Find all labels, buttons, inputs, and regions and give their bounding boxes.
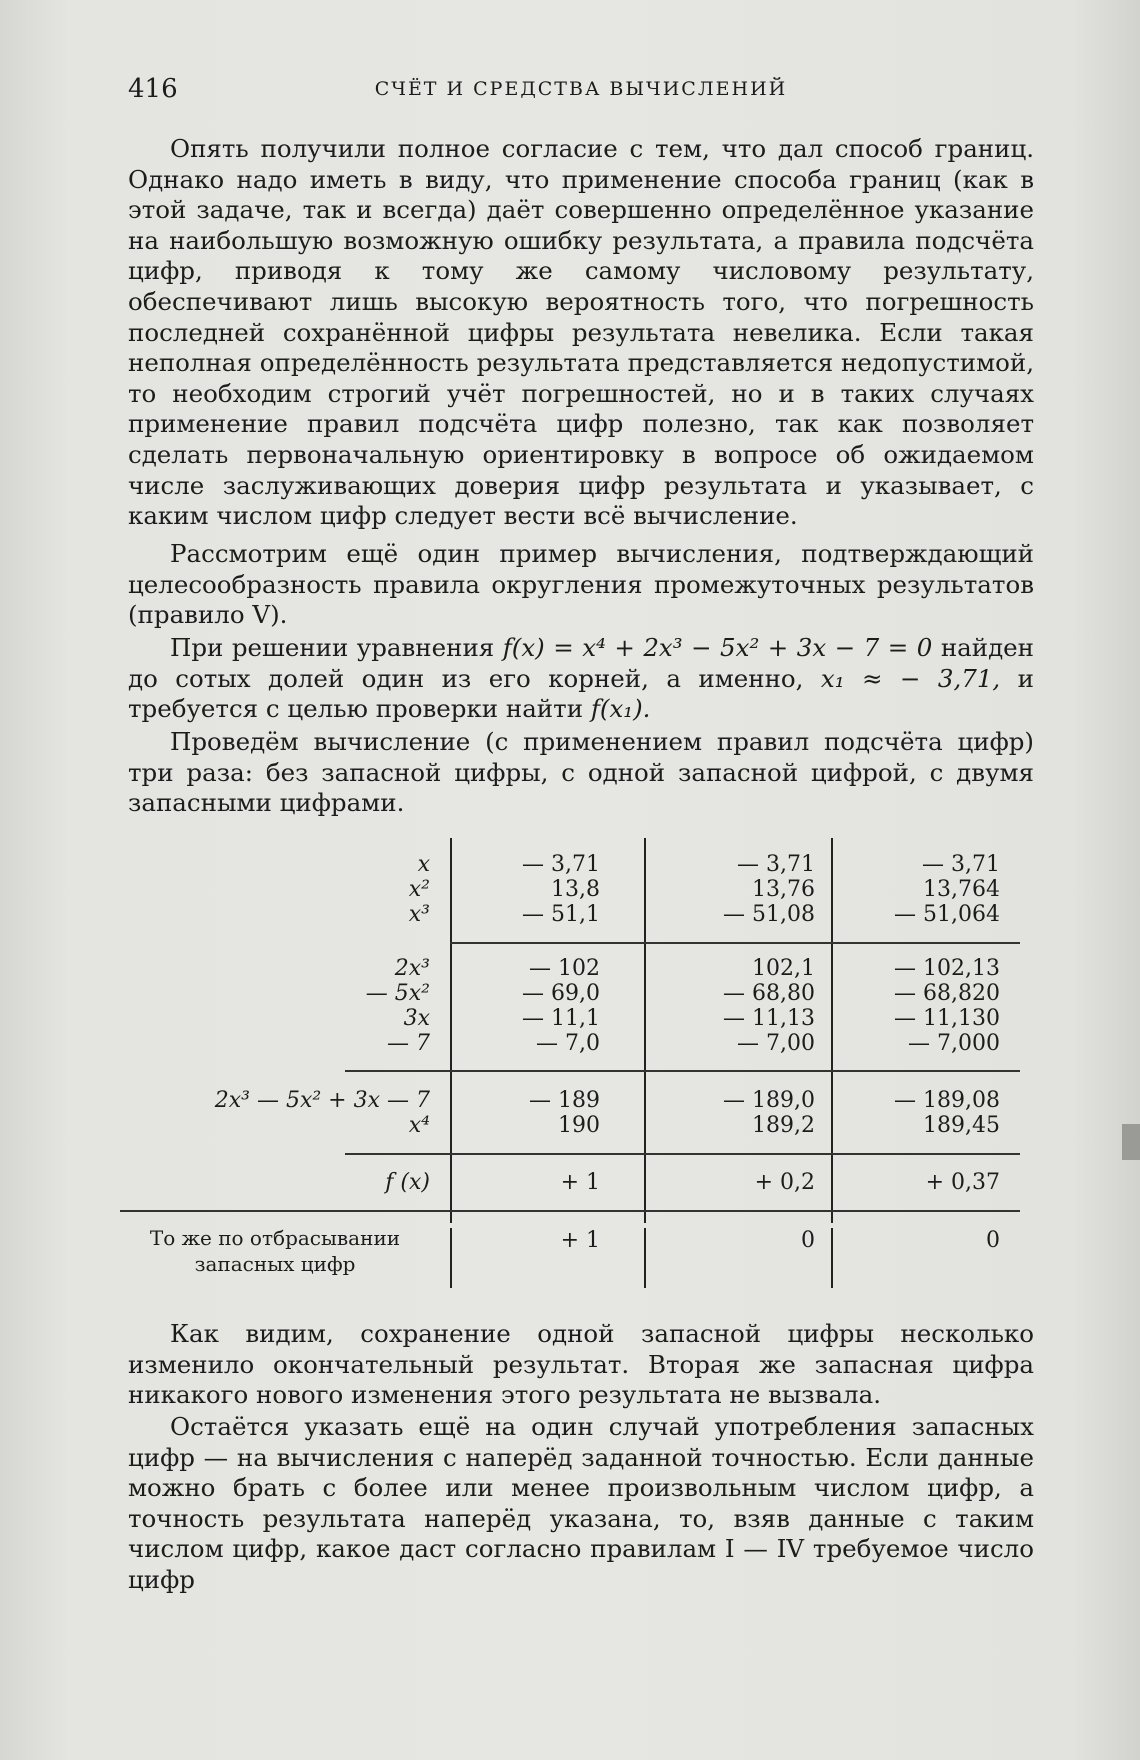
- cell-value: — 68,820: [894, 981, 1000, 1006]
- paragraph-text: [128, 633, 1034, 725]
- cell-value: 13,76: [752, 877, 815, 902]
- cell-value: + 1: [560, 1170, 600, 1195]
- text-run: При решении уравнения: [170, 633, 495, 662]
- text-run: и требуется с целью проверки найти: [128, 663, 1034, 724]
- computation-table: [120, 838, 1020, 1298]
- paragraph-5: [128, 1319, 1034, 1411]
- paragraph-text: Остаётся указать ещё на один случай употребления запасных цифр — на вычисления с наперёд заданной точностью. Если данные можно брать с более или менее произвольным числом цифр, а точность результата наперёд указана, то, взяв данные с таким числом цифр, какое даст согласно правилам I — IV требуемое число цифр: [128, 1412, 1034, 1594]
- cell-value: — 189: [529, 1088, 600, 1113]
- cell-value: — 11,13: [723, 1006, 815, 1031]
- equation: f(x) = x⁴ + 2x³ − 5x² + 3x − 7 = 0: [502, 633, 933, 662]
- column-divider: [644, 1228, 646, 1288]
- page-header: [128, 74, 1034, 114]
- cell-value: 0: [986, 1228, 1000, 1253]
- cell-value: + 1: [560, 1228, 600, 1253]
- column-divider: [831, 838, 833, 1223]
- cell-value: 189,2: [752, 1113, 815, 1138]
- column-divider: [831, 1228, 833, 1288]
- group-separator: [120, 1210, 1020, 1212]
- row-label: — 7: [387, 1031, 430, 1056]
- cell-value: — 3,71: [922, 852, 1000, 877]
- paragraph-2: [128, 539, 1034, 631]
- cell-value: — 51,1: [522, 902, 600, 927]
- row-label: 3x: [403, 1006, 430, 1031]
- group-separator: [450, 942, 1020, 944]
- cell-value: 190: [558, 1113, 600, 1138]
- cell-value: — 11,1: [522, 1006, 600, 1031]
- paragraph-4: [128, 727, 1034, 819]
- cell-value: + 0,37: [925, 1170, 1000, 1195]
- cell-value: — 7,00: [737, 1031, 815, 1056]
- paragraph-text: Опять получили полное согласие с тем, что дал способ границ. Однако надо иметь в виду, что применение способа границ (как в этой задаче, так и всегда) даёт совершенно определённое указание на наибольшую возможную ошибку результата, а правила подсчёта цифр, приводя к тому же самому числовому результату, обеспечивают лишь высокую вероятность того, что погрешность последней сохранённой цифры результата невелика. Если такая неполная определённость результата представляется недопустимой, то необходим строгий учёт погрешностей, но и в таких случаях применение правил подсчёта цифр полезно, так как позволяет сделать первоначальную ориентировку в вопросе об ожидаемом числе заслуживающих доверия цифр результата и указывает, с каким числом цифр следует вести всё вычисление.: [128, 134, 1034, 531]
- fx-label: f (x): [385, 1170, 430, 1195]
- row-label: — 5x²: [365, 981, 430, 1006]
- cell-value: 189,45: [923, 1113, 1000, 1138]
- row-label: 2x³ — 5x² + 3x — 7: [214, 1088, 430, 1113]
- cell-value: — 68,80: [723, 981, 815, 1006]
- row-label: x³: [408, 902, 430, 927]
- paragraph-text: Проведём вычисление (с применением правил подсчёта цифр) три раза: без запасной цифры, с одной запасной цифрой, с двумя запасными цифрами.: [128, 727, 1034, 818]
- paragraph-3: [128, 633, 1034, 725]
- group-separator: [345, 1070, 1020, 1072]
- cell-value: — 11,130: [894, 1006, 1000, 1031]
- paragraph-text: Как видим, сохранение одной запасной цифры несколько изменило окончательный результат. Вторая же запасная цифра никакого нового изменения этого результата не вызвала.: [128, 1319, 1034, 1410]
- running-title: СЧЁТ И СРЕДСТВА ВЫЧИСЛЕНИЙ: [374, 78, 788, 100]
- cell-value: — 7,0: [536, 1031, 600, 1056]
- function-value: f(x₁).: [590, 694, 651, 724]
- column-divider: [644, 838, 646, 1223]
- text-run: найден до сотых долей один из его корней, а именно,: [128, 633, 1034, 693]
- cell-value: — 102: [529, 956, 600, 981]
- cell-value: 0: [801, 1228, 815, 1253]
- paragraph-1: [128, 134, 1034, 532]
- root-value: x₁ ≈ − 3,71,: [820, 663, 1001, 693]
- cell-value: — 3,71: [522, 852, 600, 877]
- cell-value: 13,8: [551, 877, 600, 902]
- column-divider: [450, 838, 452, 1223]
- page-edge-tab: [1122, 1124, 1140, 1160]
- cell-value: 13,764: [923, 877, 1000, 902]
- paragraph-text: Рассмотрим ещё один пример вычисления, подтверждающий целесообразность правила округления промежуточных результатов (правило V).: [128, 539, 1034, 630]
- cell-value: — 102,13: [894, 956, 1000, 981]
- cell-value: — 51,064: [894, 902, 1000, 927]
- row-label: x: [417, 852, 430, 877]
- row-label: x⁴: [408, 1113, 430, 1138]
- cell-value: — 3,71: [737, 852, 815, 877]
- cell-value: — 69,0: [522, 981, 600, 1006]
- cell-value: — 7,000: [908, 1031, 1000, 1056]
- cell-value: — 189,08: [894, 1088, 1000, 1113]
- page-number: 416: [128, 74, 178, 104]
- column-divider: [450, 1228, 452, 1288]
- cell-value: 102,1: [752, 956, 815, 981]
- discard-row-label: То же по отбрасывании запасных цифр: [149, 1226, 401, 1276]
- group-separator: [345, 1153, 1020, 1155]
- cell-value: + 0,2: [754, 1170, 815, 1195]
- row-label: x²: [408, 877, 430, 902]
- paragraph-6: [128, 1412, 1034, 1596]
- cell-value: — 51,08: [723, 902, 815, 927]
- cell-value: — 189,0: [723, 1088, 815, 1113]
- row-label: 2x³: [394, 956, 430, 981]
